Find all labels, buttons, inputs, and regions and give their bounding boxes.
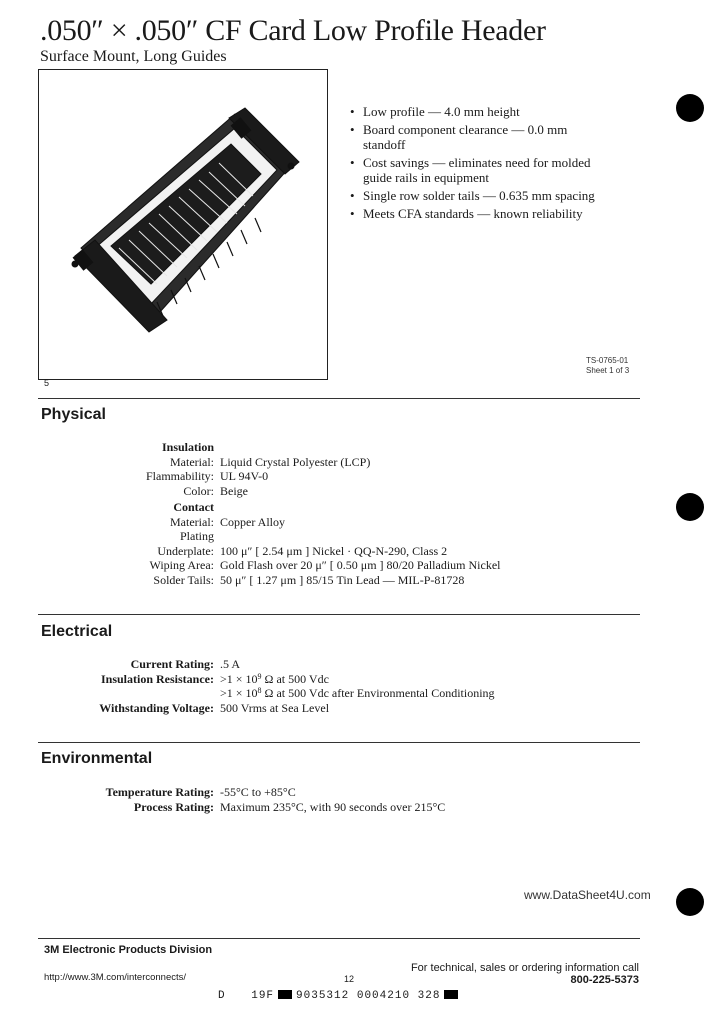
footer-divider (38, 938, 640, 939)
spec-value: Beige (220, 483, 248, 498)
block-mark-icon (444, 990, 458, 999)
punch-hole-icon (676, 888, 704, 916)
feature-text: Board component clearance — 0.0 mm standoff (363, 122, 568, 152)
list-item (348, 122, 608, 152)
bullet-icon: • (350, 206, 355, 221)
bullet-icon: • (350, 155, 355, 170)
spec-label: Material: (170, 514, 214, 529)
bullet-icon: • (350, 122, 355, 137)
spec-value: Liquid Crystal Polyester (LCP) (220, 454, 371, 469)
feature-list (348, 104, 608, 224)
spec-value: .5 A (220, 657, 241, 671)
list-item (348, 188, 608, 203)
contact-text: For technical, sales or ordering information call (410, 962, 639, 974)
spec-group-label: Insulation (161, 440, 214, 454)
ts-code: TS-0765-01 (586, 356, 629, 365)
page-subtitle: Surface Mount, Long Guides (40, 48, 227, 65)
feature-text: Cost savings — eliminates need for molded guide rails in equipment (363, 155, 591, 185)
code-c: 9035312 0004210 328 (296, 990, 441, 1002)
website-link[interactable]: http://www.3M.com/interconnects/ (44, 972, 187, 983)
bullet-icon: • (350, 104, 355, 119)
section-heading-electrical: Electrical (41, 623, 113, 640)
drawing-reference (586, 356, 629, 376)
feature-text: Low profile — 4.0 mm height (363, 104, 520, 119)
feature-text: Meets CFA standards — known reliability (363, 206, 583, 221)
connector-illustration (39, 70, 329, 381)
punch-hole-icon (676, 493, 704, 521)
watermark-link[interactable]: www.DataSheet4U.com (524, 888, 651, 902)
product-photo (38, 69, 328, 380)
page-title: .050″ × .050″ CF Card Low Profile Header (40, 14, 546, 47)
section-heading-environmental: Environmental (41, 750, 153, 767)
block-mark-icon (278, 990, 292, 999)
punch-hole-icon (676, 94, 704, 122)
spec-label: Material: (170, 454, 214, 469)
spec-label: Withstanding Voltage: (99, 700, 214, 715)
code-b: 19F (251, 990, 275, 1002)
page-number: 12 (344, 974, 355, 984)
spec-label: Insulation Resistance: (100, 671, 214, 686)
spec-value: 500 Vrms at Sea Level (220, 700, 330, 715)
section-divider (38, 398, 640, 399)
spec-label: Flammability: (146, 469, 214, 483)
code-a: D (218, 990, 226, 1002)
feature-text: Single row solder tails — 0.635 mm spacing (363, 188, 595, 203)
spec-label: Temperature Rating: (105, 785, 214, 799)
section-divider (38, 742, 640, 743)
spec-label: Current Rating: (130, 657, 214, 671)
spec-label: Process Rating: (133, 799, 214, 814)
spec-value: Gold Flash over 20 μ″ [ 0.50 μm ] 80/20 Palladium Nickel (220, 558, 501, 572)
list-item (348, 155, 608, 185)
spec-label: Color: (183, 483, 214, 498)
spec-value: Copper Alloy (220, 514, 285, 529)
spec-value: 50 μ″ [ 1.27 μm ] 85/15 Tin Lead — MIL-P-81728 (220, 572, 465, 587)
spec-group-label: Contact (173, 500, 214, 514)
section-heading-physical: Physical (41, 406, 106, 423)
phone-number: 800-225-5373 (570, 974, 639, 986)
spec-label: Solder Tails: (153, 572, 214, 587)
spec-value: UL 94V-0 (220, 469, 269, 483)
list-item (348, 206, 608, 221)
spec-value: $>1 \times 10^9$ Ω at 500 Vdc (220, 671, 329, 686)
spec-value: 100 μ″ [ 2.54 μm ] Nickel · QQ-N-290, Class 2 (220, 543, 448, 558)
spec-value: Maximum 235°C, with 90 seconds over 215°C (220, 799, 446, 814)
sheet-number: Sheet 1 of 3 (586, 366, 630, 375)
section-divider (38, 614, 640, 615)
spec-label: Plating (179, 529, 214, 543)
division-name: 3M Electronic Products Division (44, 944, 213, 956)
spec-label: Underplate: (157, 543, 214, 558)
print-code (218, 990, 462, 1002)
spec-value: -55°C to +85°C (220, 785, 296, 799)
spec-label: Wiping Area: (149, 558, 214, 572)
figure-number: 5 (44, 378, 50, 388)
list-item (348, 104, 608, 119)
spec-value: $>1 \times 10^8$ Ω at 500 Vdc after Environmental Conditioning (220, 686, 495, 700)
bullet-icon: • (350, 188, 355, 203)
